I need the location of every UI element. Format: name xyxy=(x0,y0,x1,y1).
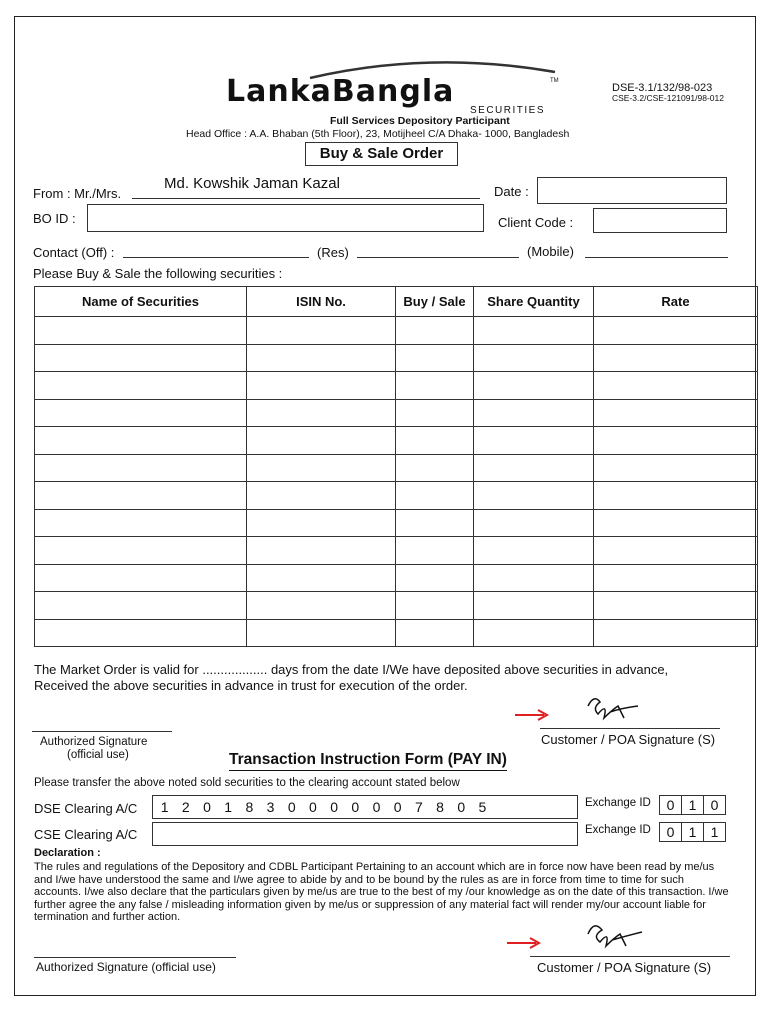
table-row xyxy=(35,482,758,510)
table-cell[interactable] xyxy=(474,344,594,372)
authorized-signature-label-1: Authorized Signature xyxy=(40,736,148,748)
authorized-signature-line-1[interactable] xyxy=(32,731,172,732)
dse-digit: 0 xyxy=(203,799,211,815)
client-code-field[interactable] xyxy=(593,208,727,233)
table-cell[interactable] xyxy=(35,372,247,400)
table-row xyxy=(35,509,758,537)
validity-line-1: The Market Order is valid for .................. days from the date I/We have deposited above securities in advance, xyxy=(34,662,669,677)
dse-clearing-digits xyxy=(154,797,493,817)
table-row xyxy=(35,372,758,400)
table-cell[interactable] xyxy=(474,399,594,427)
table-cell[interactable] xyxy=(474,509,594,537)
validity-line-2: Received the above securities in advance in trust for execution of the order. xyxy=(34,678,468,693)
table-row xyxy=(35,564,758,592)
dse-digit: 0 xyxy=(351,799,360,815)
exchange-id-label-1: Exchange ID xyxy=(585,797,651,809)
cse-clearing-field[interactable] xyxy=(152,822,578,846)
header-isin-no: ISIN No. xyxy=(247,287,396,317)
table-cell[interactable] xyxy=(474,592,594,620)
table-header-row xyxy=(35,287,758,317)
table-cell[interactable] xyxy=(247,372,396,400)
table-row xyxy=(35,537,758,565)
dse-digit: 8 xyxy=(436,799,444,815)
client-code-label: Client Code : xyxy=(498,215,574,230)
table-cell[interactable] xyxy=(396,482,474,510)
table-cell[interactable] xyxy=(594,427,758,455)
header-buy-sale: Buy / Sale xyxy=(396,287,474,317)
declaration-text: The rules and regulations of the Depository and CDBL Participant Pertaining to an account which are in force now have been read by me/us and I/we have understood the same and I/we agree to abide by and to be bound by the rules as are in force from time to time for such accounts. I/we also declare that the particulars given by me/us are true to the best of my /our knowledge as on the date of this transaction. I/we further agree the any false / misleading information given by me/us or suppression of any material fact will render my/our account liable for termination and further action. xyxy=(34,861,729,924)
dse-digit: 0 xyxy=(287,799,296,815)
table-cell[interactable] xyxy=(247,537,396,565)
exchange-id-1[interactable] xyxy=(660,795,726,815)
table-cell[interactable] xyxy=(247,509,396,537)
table-row xyxy=(35,454,758,482)
securities-table xyxy=(34,286,758,647)
table-cell[interactable] xyxy=(35,317,247,345)
table-cell[interactable] xyxy=(247,454,396,482)
table-cell[interactable] xyxy=(594,399,758,427)
from-value[interactable]: Md. Kowshik Jaman Kazal xyxy=(164,175,340,192)
dse-clearing-label: DSE Clearing A/C xyxy=(34,801,138,816)
table-cell[interactable] xyxy=(247,619,396,647)
table-row xyxy=(35,592,758,620)
customer-signature-mark xyxy=(580,692,640,728)
head-office-address: Head Office : A.A. Bhaban (5th Floor), 23, Motijheel C/A Dhaka- 1000, Bangladesh xyxy=(186,128,570,140)
exchange-id-label-2: Exchange ID xyxy=(585,824,651,836)
table-cell[interactable] xyxy=(396,427,474,455)
exchange-id-digit: 1 xyxy=(681,795,704,815)
table-cell[interactable] xyxy=(35,537,247,565)
arrow-icon xyxy=(514,708,550,722)
dse-digit: 8 xyxy=(245,799,254,815)
table-cell[interactable] xyxy=(247,482,396,510)
form-title: Buy & Sale Order xyxy=(305,142,458,166)
authorized-signature-line-2[interactable] xyxy=(34,957,236,958)
table-cell[interactable] xyxy=(35,564,247,592)
cse-clearing-label: CSE Clearing A/C xyxy=(34,827,138,842)
table-cell[interactable] xyxy=(474,482,594,510)
customer-signature-line-2[interactable] xyxy=(530,956,730,957)
table-cell[interactable] xyxy=(396,399,474,427)
dse-digit: 7 xyxy=(414,799,423,815)
table-cell[interactable] xyxy=(474,317,594,345)
table-cell[interactable] xyxy=(396,564,474,592)
tagline: Full Services Depository Participant xyxy=(330,115,510,127)
dse-digit: 1 xyxy=(224,799,233,815)
table-row xyxy=(35,399,758,427)
table-cell[interactable] xyxy=(594,372,758,400)
from-label: From : Mr./Mrs. xyxy=(33,186,122,201)
logo-tm: TM xyxy=(550,78,559,84)
table-cell[interactable] xyxy=(396,619,474,647)
dse-digit: 0 xyxy=(309,799,317,815)
arrow-icon xyxy=(506,936,542,950)
table-row xyxy=(35,317,758,345)
table-cell[interactable] xyxy=(247,317,396,345)
table-cell[interactable] xyxy=(594,344,758,372)
table-cell[interactable] xyxy=(35,592,247,620)
table-cell[interactable] xyxy=(594,592,758,620)
declaration-title: Declaration : xyxy=(34,847,101,859)
table-cell[interactable] xyxy=(396,372,474,400)
table-row xyxy=(35,619,758,647)
table-cell[interactable] xyxy=(594,619,758,647)
dse-digit: 1 xyxy=(160,799,169,815)
dse-digit: 0 xyxy=(330,799,338,815)
table-cell[interactable] xyxy=(396,537,474,565)
authorized-signature-sub-1: (official use) xyxy=(67,749,129,761)
table-cell[interactable] xyxy=(247,344,396,372)
dse-digit: 0 xyxy=(457,799,466,815)
table-cell[interactable] xyxy=(35,454,247,482)
dse-digit: 2 xyxy=(181,799,190,815)
logo-wordmark: LankaBangla xyxy=(226,74,455,109)
contact-off-label: Contact (Off) : xyxy=(33,245,115,260)
exchange-id-digit: 0 xyxy=(659,795,682,815)
reg-no-cse: CSE-3.2/CSE-121091/98-012 xyxy=(612,93,724,103)
exchange-id-digit: 0 xyxy=(703,795,726,815)
pay-in-title: Transaction Instruction Form (PAY IN) xyxy=(229,751,507,771)
table-cell[interactable] xyxy=(594,564,758,592)
contact-mobile-line[interactable] xyxy=(585,257,728,258)
contact-res-line[interactable] xyxy=(357,257,519,258)
table-cell[interactable] xyxy=(247,592,396,620)
table-cell[interactable] xyxy=(594,482,758,510)
table-cell[interactable] xyxy=(594,509,758,537)
contact-res-label: (Res) xyxy=(317,245,349,260)
exchange-id-digit: 1 xyxy=(703,822,726,842)
table-cell[interactable] xyxy=(247,427,396,455)
table-row xyxy=(35,344,758,372)
customer-signature-label-2: Customer / POA Signature (S) xyxy=(537,960,712,975)
table-cell[interactable] xyxy=(396,317,474,345)
table-cell[interactable] xyxy=(396,344,474,372)
exchange-id-digit: 1 xyxy=(681,822,704,842)
table-cell[interactable] xyxy=(35,344,247,372)
bo-id-label: BO ID : xyxy=(33,211,76,226)
dse-digit: 0 xyxy=(372,799,381,815)
authorized-signature-label-2: Authorized Signature (official use) xyxy=(36,960,216,974)
table-cell[interactable] xyxy=(396,509,474,537)
table-cell[interactable] xyxy=(396,592,474,620)
header-name-of-securities: Name of Securities xyxy=(35,287,247,317)
customer-signature-line-1[interactable] xyxy=(540,728,720,729)
table-cell[interactable] xyxy=(474,537,594,565)
pay-in-instruction: Please transfer the above noted sold securities to the clearing account stated below xyxy=(34,777,460,789)
date-label: Date : xyxy=(494,184,529,199)
contact-off-line[interactable] xyxy=(123,257,309,258)
customer-signature-mark xyxy=(580,918,646,956)
table-cell[interactable] xyxy=(474,427,594,455)
table-row xyxy=(35,427,758,455)
securities-instruction: Please Buy & Sale the following securities : xyxy=(33,266,283,281)
table-cell[interactable] xyxy=(474,454,594,482)
table-cell[interactable] xyxy=(247,399,396,427)
logo-subtitle: SECURITIES xyxy=(470,105,546,116)
bo-id-field[interactable] xyxy=(87,204,484,232)
dse-digit: 5 xyxy=(478,799,487,815)
table-cell[interactable] xyxy=(396,454,474,482)
table-cell[interactable] xyxy=(35,399,247,427)
date-field[interactable] xyxy=(537,177,727,204)
table-cell[interactable] xyxy=(594,537,758,565)
table-cell[interactable] xyxy=(247,564,396,592)
dse-digit: 3 xyxy=(266,799,275,815)
contact-mobile-label: (Mobile) xyxy=(527,244,574,259)
table-cell[interactable] xyxy=(594,317,758,345)
table-cell[interactable] xyxy=(474,619,594,647)
table-cell[interactable] xyxy=(35,482,247,510)
table-cell[interactable] xyxy=(35,509,247,537)
table-cell[interactable] xyxy=(594,454,758,482)
customer-signature-label-1: Customer / POA Signature (S) xyxy=(541,732,716,747)
header-rate: Rate xyxy=(594,287,758,317)
header-share-quantity: Share Quantity xyxy=(474,287,594,317)
table-cell[interactable] xyxy=(474,372,594,400)
exchange-id-digit: 0 xyxy=(659,822,682,842)
dse-digit: 0 xyxy=(393,799,402,815)
exchange-id-2[interactable] xyxy=(660,822,726,842)
table-cell[interactable] xyxy=(474,564,594,592)
from-line xyxy=(132,198,480,199)
table-cell[interactable] xyxy=(35,619,247,647)
reg-no-dse: DSE-3.1/132/98-023 xyxy=(612,82,713,94)
table-cell[interactable] xyxy=(35,427,247,455)
